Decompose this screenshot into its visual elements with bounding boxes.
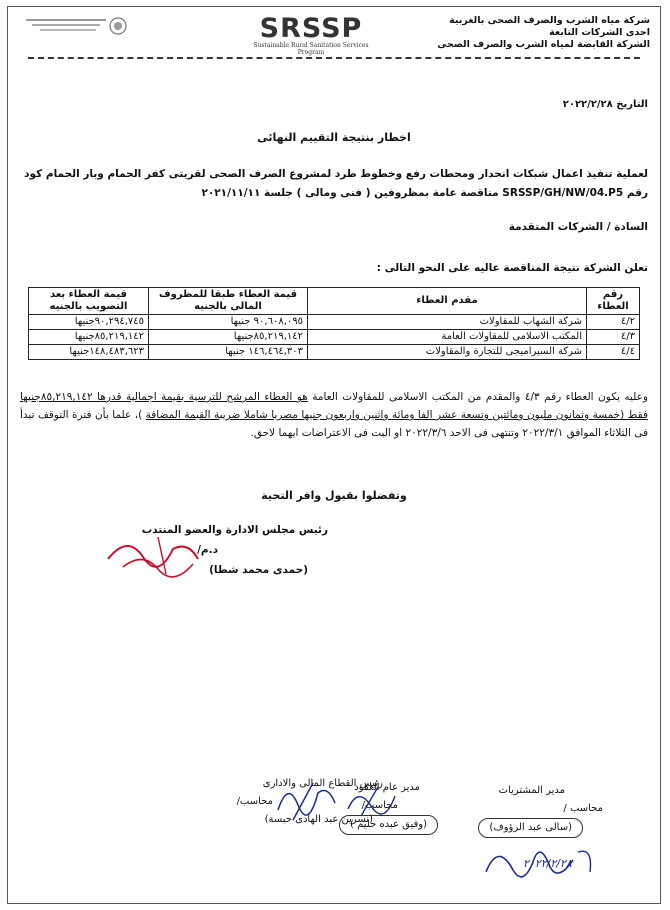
signatory-role: محاسب/ bbox=[361, 800, 398, 811]
srssp-logo bbox=[246, 13, 376, 56]
signatory-procurement bbox=[463, 782, 603, 838]
signatory-name: (نسرين عبد الهادى حبسة) bbox=[264, 814, 373, 825]
chairman-title: رئيس مجلس الادارة والعضو المنتدب bbox=[141, 524, 328, 536]
signatory-name: (وفيق عبده حليم ) bbox=[339, 815, 438, 835]
chairman-prefix: د.م/ bbox=[197, 544, 218, 556]
partner-emblem bbox=[18, 15, 128, 37]
col-header-value: قيمة العطاء طبقا للمظروف المالى بالجنيه bbox=[149, 288, 308, 315]
chairman-name: (حمدى محمد شطا) bbox=[209, 564, 308, 576]
date-line: التاريخ ٢٠٢٢/٢/٢٨ bbox=[562, 99, 648, 110]
cell-number: ٤/٣ bbox=[587, 330, 640, 345]
paragraph-underlined-part: هو العطاء المرشح للترسية بقيمة اجمالية قدرها ٨٥,٢١٩,١٤٢جنيها فقط (خمسة وثمانون مليون ومائتين وتسعة عشر الفا ومائة واثنين واربعون جنيها مصريا شاملا ضريبة القيمة المضافة bbox=[20, 391, 648, 421]
signatory-title: رئيس القطاع المالى والادارى bbox=[262, 778, 383, 789]
col-header-corrected: قيمة العطاء بعد التصويب بالجنيه bbox=[29, 288, 149, 315]
header-divider bbox=[28, 57, 640, 59]
col-header-number: رقم العطاء bbox=[587, 288, 640, 315]
table-row bbox=[29, 330, 640, 345]
table-row bbox=[29, 315, 640, 330]
signatory-role: محاسب/ bbox=[236, 796, 273, 807]
cell-corrected: ٩٠,٢٩٤,٧٤٥جنيها bbox=[29, 315, 149, 330]
cell-number: ٤/٤ bbox=[587, 345, 640, 360]
cell-bidder: شركة السيراميجى للتجارة والمقاولات bbox=[308, 345, 587, 360]
logo-subtitle: Sustainable Rural Sanitation Services Program bbox=[253, 42, 369, 56]
col-header-bidder: مقدم العطاء bbox=[308, 288, 587, 315]
intro-line: لعملية تنفيذ اعمال شبكات انحدار ومحطات رفع وخطوط طرد لمشروع الصرف الصحى لقريتى كفر الحمام وبار الحمام كود bbox=[24, 168, 648, 180]
signatory-role: محاسب / bbox=[563, 803, 603, 814]
paragraph-part: )، علما بأن فترة التوقف تبدأ فى الثلاثاء الموافق ٢٠٢٢/٣/١ وتنتهى فى الاحد ٢٠٢٢/٣/٦ او البت فى الاعتراضات ايهما لاحق. bbox=[20, 409, 648, 439]
paragraph-part: وعليه يكون العطاء رقم ٤/٣ والمقدم من المكتب الاسلامى للمقاولات العامة bbox=[307, 391, 648, 403]
award-paragraph bbox=[20, 388, 648, 442]
cell-value: ٩٠,٦٠٨,٠٩٥ جنيها bbox=[149, 315, 308, 330]
signatory-name: (سالى عبد الرؤوف) bbox=[478, 818, 583, 838]
cell-bidder: المكتب الاسلامى للمقاولات العامة bbox=[308, 330, 587, 345]
cell-corrected: ٨٥,٢١٩,١٤٢جنيها bbox=[29, 330, 149, 345]
document-page bbox=[7, 6, 661, 904]
salutation: السادة / الشركات المتقدمة bbox=[508, 221, 648, 233]
table-header-row bbox=[29, 288, 640, 315]
signatory-title: مدير عام العقود bbox=[354, 782, 420, 793]
logo-text: SRSSP bbox=[259, 13, 363, 44]
intro-text bbox=[18, 165, 648, 203]
handwritten-date: ٢٠٢٢/٢/٢٨ bbox=[523, 857, 572, 870]
cell-corrected: ١٤٨,٤٨٣,٦٢٣جنيها bbox=[29, 345, 149, 360]
cell-bidder: شركة الشهاب للمقاولات bbox=[308, 315, 587, 330]
announcement: تعلن الشركة نتيجة المناقصة عاليه على النحو التالى : bbox=[376, 262, 648, 274]
contracts-signature bbox=[343, 781, 403, 821]
subject-title: اخطار بنتيجة التقييم النهائى bbox=[257, 131, 411, 144]
intro-line: رقم SRSSP/GH/NW/04.P5 مناقصة عامة بمظروفين ( فنى ومالى ) جلسة ٢٠٢١/١١/١١ bbox=[201, 187, 648, 199]
cell-number: ٤/٢ bbox=[587, 315, 640, 330]
company-line: شركة مياه الشرب والصرف الصحى بالغربية bbox=[449, 15, 650, 26]
company-line: الشركة القابضة لمياه الشرب والصرف الصحى bbox=[437, 39, 650, 50]
chairman-signature bbox=[98, 529, 208, 579]
results-table bbox=[28, 287, 640, 360]
signatory-title: مدير المشتريات bbox=[498, 785, 565, 796]
closing-line: وتفضلوا بقبول وافر التحية bbox=[261, 489, 407, 502]
cell-value: ٨٥,٢١٩,١٤٢جنيها bbox=[149, 330, 308, 345]
cell-value: ١٤٦,٤٦٤,٣٠٣ جنيها bbox=[149, 345, 308, 360]
table-row bbox=[29, 345, 640, 360]
company-header bbox=[420, 15, 650, 51]
company-line: احدى الشركات التابعة bbox=[549, 27, 650, 38]
